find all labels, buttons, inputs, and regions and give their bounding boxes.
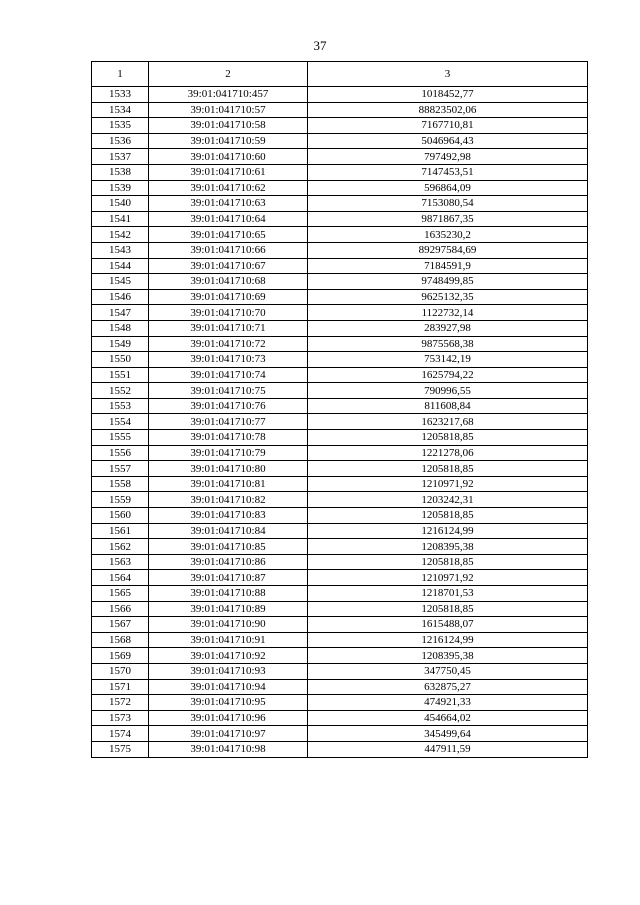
cadastral-value-cell: 1208395,38 — [308, 648, 588, 664]
row-number-cell: 1545 — [92, 274, 149, 290]
table-row — [92, 164, 588, 180]
row-number-cell: 1538 — [92, 164, 149, 180]
table-row — [92, 414, 588, 430]
row-number-cell: 1563 — [92, 554, 149, 570]
cadastral-value-cell: 1205818,85 — [308, 601, 588, 617]
cadastral-value-cell: 1205818,85 — [308, 430, 588, 446]
cadastral-value-cell: 1122732,14 — [308, 305, 588, 321]
table-row — [92, 367, 588, 383]
cadastral-number-cell: 39:01:041710:80 — [149, 461, 308, 477]
row-number-cell: 1562 — [92, 539, 149, 555]
cadastral-number-cell: 39:01:041710:63 — [149, 196, 308, 212]
cadastral-value-cell: 347750,45 — [308, 663, 588, 679]
table-row — [92, 149, 588, 165]
cadastral-value-cell: 5046964,43 — [308, 133, 588, 149]
row-number-cell: 1537 — [92, 149, 149, 165]
table-row — [92, 133, 588, 149]
table-row — [92, 508, 588, 524]
cadastral-number-cell: 39:01:041710:61 — [149, 164, 308, 180]
cadastral-number-cell: 39:01:041710:77 — [149, 414, 308, 430]
cadastral-value-cell: 1203242,31 — [308, 492, 588, 508]
table-row — [92, 726, 588, 742]
cadastral-number-cell: 39:01:041710:57 — [149, 102, 308, 118]
cadastral-number-cell: 39:01:041710:79 — [149, 445, 308, 461]
row-number-cell: 1568 — [92, 632, 149, 648]
row-number-cell: 1548 — [92, 320, 149, 336]
table-row — [92, 554, 588, 570]
row-number-cell: 1552 — [92, 383, 149, 399]
cadastral-value-cell: 596864,09 — [308, 180, 588, 196]
cadastral-number-cell: 39:01:041710:74 — [149, 367, 308, 383]
table-row — [92, 632, 588, 648]
cadastral-number-cell: 39:01:041710:94 — [149, 679, 308, 695]
row-number-cell: 1573 — [92, 710, 149, 726]
row-number-cell: 1566 — [92, 601, 149, 617]
cadastral-value-table — [91, 61, 588, 758]
cadastral-value-cell: 283927,98 — [308, 320, 588, 336]
row-number-cell: 1541 — [92, 211, 149, 227]
cadastral-value-cell: 454664,02 — [308, 710, 588, 726]
cadastral-value-cell: 474921,33 — [308, 695, 588, 711]
cadastral-value-cell: 1205818,85 — [308, 461, 588, 477]
table-row — [92, 336, 588, 352]
row-number-cell: 1572 — [92, 695, 149, 711]
table-row — [92, 679, 588, 695]
cadastral-number-cell: 39:01:041710:66 — [149, 242, 308, 258]
column-header-1: 1 — [92, 62, 149, 87]
cadastral-number-cell: 39:01:041710:81 — [149, 476, 308, 492]
row-number-cell: 1549 — [92, 336, 149, 352]
cadastral-number-cell: 39:01:041710:90 — [149, 617, 308, 633]
cadastral-number-cell: 39:01:041710:91 — [149, 632, 308, 648]
cadastral-number-cell: 39:01:041710:60 — [149, 149, 308, 165]
row-number-cell: 1569 — [92, 648, 149, 664]
row-number-cell: 1558 — [92, 476, 149, 492]
table-row — [92, 289, 588, 305]
cadastral-value-cell: 1216124,99 — [308, 523, 588, 539]
row-number-cell: 1542 — [92, 227, 149, 243]
row-number-cell: 1544 — [92, 258, 149, 274]
table-row — [92, 305, 588, 321]
row-number-cell: 1560 — [92, 508, 149, 524]
cadastral-value-cell: 7184591,9 — [308, 258, 588, 274]
cadastral-number-cell: 39:01:041710:73 — [149, 352, 308, 368]
cadastral-number-cell: 39:01:041710:59 — [149, 133, 308, 149]
cadastral-value-cell: 447911,59 — [308, 741, 588, 757]
table-row — [92, 383, 588, 399]
table-row — [92, 741, 588, 757]
cadastral-number-cell: 39:01:041710:62 — [149, 180, 308, 196]
table-row — [92, 118, 588, 134]
table-row — [92, 648, 588, 664]
row-number-cell: 1536 — [92, 133, 149, 149]
cadastral-number-cell: 39:01:041710:93 — [149, 663, 308, 679]
row-number-cell: 1543 — [92, 242, 149, 258]
cadastral-number-cell: 39:01:041710:457 — [149, 87, 308, 103]
table-row — [92, 617, 588, 633]
cadastral-number-cell: 39:01:041710:75 — [149, 383, 308, 399]
table-row — [92, 710, 588, 726]
cadastral-value-cell: 1210971,92 — [308, 570, 588, 586]
cadastral-value-cell: 1635230,2 — [308, 227, 588, 243]
cadastral-number-cell: 39:01:041710:76 — [149, 398, 308, 414]
cadastral-value-cell: 1625794,22 — [308, 367, 588, 383]
row-number-cell: 1534 — [92, 102, 149, 118]
cadastral-number-cell: 39:01:041710:65 — [149, 227, 308, 243]
table-row — [92, 523, 588, 539]
cadastral-value-cell: 88823502,06 — [308, 102, 588, 118]
table-row — [92, 258, 588, 274]
page-number: 37 — [313, 38, 327, 53]
cadastral-value-cell: 345499,64 — [308, 726, 588, 742]
cadastral-number-cell: 39:01:041710:82 — [149, 492, 308, 508]
table-row — [92, 320, 588, 336]
cadastral-number-cell: 39:01:041710:95 — [149, 695, 308, 711]
table-row — [92, 476, 588, 492]
cadastral-number-cell: 39:01:041710:96 — [149, 710, 308, 726]
row-number-cell: 1561 — [92, 523, 149, 539]
row-number-cell: 1570 — [92, 663, 149, 679]
row-number-cell: 1535 — [92, 118, 149, 134]
table-row — [92, 663, 588, 679]
cadastral-number-cell: 39:01:041710:70 — [149, 305, 308, 321]
row-number-cell: 1564 — [92, 570, 149, 586]
table-row — [92, 87, 588, 103]
table-row — [92, 227, 588, 243]
table-row — [92, 492, 588, 508]
cadastral-number-cell: 39:01:041710:78 — [149, 430, 308, 446]
cadastral-value-cell: 9625132,35 — [308, 289, 588, 305]
row-number-cell: 1550 — [92, 352, 149, 368]
cadastral-value-cell: 1210971,92 — [308, 476, 588, 492]
table-row — [92, 196, 588, 212]
cadastral-number-cell: 39:01:041710:97 — [149, 726, 308, 742]
row-number-cell: 1556 — [92, 445, 149, 461]
table-row — [92, 445, 588, 461]
cadastral-value-cell: 797492,98 — [308, 149, 588, 165]
table-row — [92, 430, 588, 446]
cadastral-number-cell: 39:01:041710:71 — [149, 320, 308, 336]
table-row — [92, 211, 588, 227]
cadastral-value-cell: 1615488,07 — [308, 617, 588, 633]
cadastral-number-cell: 39:01:041710:87 — [149, 570, 308, 586]
cadastral-value-cell: 632875,27 — [308, 679, 588, 695]
row-number-cell: 1546 — [92, 289, 149, 305]
cadastral-value-cell: 811608,84 — [308, 398, 588, 414]
cadastral-value-cell: 1208395,38 — [308, 539, 588, 555]
table-row — [92, 586, 588, 602]
row-number-cell: 1574 — [92, 726, 149, 742]
table-row — [92, 398, 588, 414]
row-number-cell: 1539 — [92, 180, 149, 196]
table-row — [92, 601, 588, 617]
table-row — [92, 102, 588, 118]
row-number-cell: 1565 — [92, 586, 149, 602]
cadastral-value-cell: 1205818,85 — [308, 508, 588, 524]
row-number-cell: 1553 — [92, 398, 149, 414]
cadastral-number-cell: 39:01:041710:86 — [149, 554, 308, 570]
cadastral-value-cell: 7147453,51 — [308, 164, 588, 180]
cadastral-value-cell: 1623217,68 — [308, 414, 588, 430]
table-row — [92, 180, 588, 196]
row-number-cell: 1571 — [92, 679, 149, 695]
column-header-3: 3 — [308, 62, 588, 87]
cadastral-number-cell: 39:01:041710:84 — [149, 523, 308, 539]
cadastral-value-cell: 1216124,99 — [308, 632, 588, 648]
row-number-cell: 1557 — [92, 461, 149, 477]
cadastral-number-cell: 39:01:041710:67 — [149, 258, 308, 274]
cadastral-number-cell: 39:01:041710:83 — [149, 508, 308, 524]
cadastral-number-cell: 39:01:041710:92 — [149, 648, 308, 664]
table-row — [92, 352, 588, 368]
table-header-row — [92, 62, 588, 87]
cadastral-value-cell: 9871867,35 — [308, 211, 588, 227]
cadastral-value-cell: 1221278,06 — [308, 445, 588, 461]
row-number-cell: 1533 — [92, 87, 149, 103]
cadastral-number-cell: 39:01:041710:98 — [149, 741, 308, 757]
cadastral-number-cell: 39:01:041710:69 — [149, 289, 308, 305]
table-row — [92, 274, 588, 290]
cadastral-value-cell: 7153080,54 — [308, 196, 588, 212]
row-number-cell: 1567 — [92, 617, 149, 633]
row-number-cell: 1575 — [92, 741, 149, 757]
cadastral-number-cell: 39:01:041710:68 — [149, 274, 308, 290]
table-body — [92, 62, 588, 758]
cadastral-value-cell: 7167710,81 — [308, 118, 588, 134]
table-row — [92, 242, 588, 258]
table-row — [92, 461, 588, 477]
cadastral-value-cell: 89297584,69 — [308, 242, 588, 258]
row-number-cell: 1554 — [92, 414, 149, 430]
column-header-2: 2 — [149, 62, 308, 87]
table-row — [92, 539, 588, 555]
row-number-cell: 1555 — [92, 430, 149, 446]
cadastral-number-cell: 39:01:041710:58 — [149, 118, 308, 134]
cadastral-value-cell: 1018452,77 — [308, 87, 588, 103]
cadastral-number-cell: 39:01:041710:89 — [149, 601, 308, 617]
cadastral-value-cell: 790996,55 — [308, 383, 588, 399]
cadastral-value-cell: 1205818,85 — [308, 554, 588, 570]
cadastral-value-cell: 753142,19 — [308, 352, 588, 368]
cadastral-value-cell: 9875568,38 — [308, 336, 588, 352]
row-number-cell: 1559 — [92, 492, 149, 508]
row-number-cell: 1551 — [92, 367, 149, 383]
cadastral-number-cell: 39:01:041710:64 — [149, 211, 308, 227]
cadastral-value-cell: 1218701,53 — [308, 586, 588, 602]
cadastral-value-cell: 9748499,85 — [308, 274, 588, 290]
table-row — [92, 570, 588, 586]
cadastral-number-cell: 39:01:041710:85 — [149, 539, 308, 555]
cadastral-number-cell: 39:01:041710:88 — [149, 586, 308, 602]
cadastral-number-cell: 39:01:041710:72 — [149, 336, 308, 352]
row-number-cell: 1540 — [92, 196, 149, 212]
row-number-cell: 1547 — [92, 305, 149, 321]
table-row — [92, 695, 588, 711]
